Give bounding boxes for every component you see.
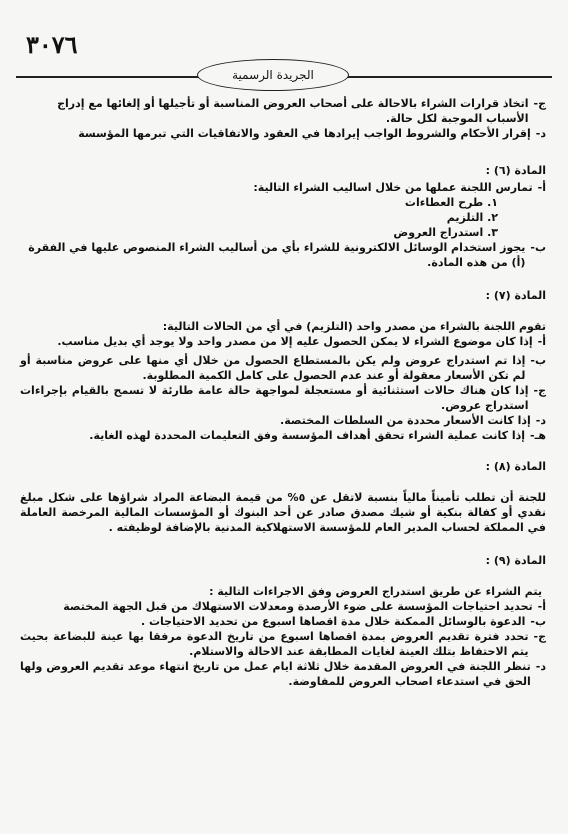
list-item	[20, 599, 546, 614]
item-marker: ب-	[530, 354, 546, 367]
list-item	[20, 413, 546, 428]
article-8-text: للجنة أن تطلب تأميناً مالياً بنسبة لاتقل عن ٥% من قيمة البضاعة المراد شراؤها على شكل مبلغ نقدي أو كفالة بنكية أو شيك مصدق صادر عن أحد البنوك أو المؤسسات المالية المرخصة العاملة في المملكة لحساب المدير العام للمؤسسة الاستهلاكية المدنية بالإضافة لوظيفته .	[20, 491, 546, 534]
method-item: ٢. التلزيم	[446, 211, 498, 224]
article-6-title: المادة (٦) :	[485, 164, 546, 177]
list-item	[20, 126, 546, 141]
item-marker: ج-	[533, 630, 546, 643]
list-item	[20, 659, 546, 689]
list-item	[20, 428, 546, 443]
item-marker: هـ-	[530, 429, 546, 442]
item-text: إذا كان هناك حالات استثنائية أو مستعجلة لمواجهة حالة عامة طارئة لا تسمح بالقيام بإجراءات استدراج عروض.	[20, 384, 529, 412]
item-text: تمارس اللجنة عملها من خلال اساليب الشراء التالية:	[253, 181, 533, 194]
item-marker: أ-	[537, 335, 546, 348]
list-item	[20, 96, 546, 126]
item-text: يجوز استخدام الوسائل الالكترونية للشراء بأي من أساليب الشراء المنصوص عليها في الفقرة (أ) من هذه المادة.	[28, 241, 526, 269]
page-number: ٣٠٧٦	[26, 30, 78, 59]
item-text: إذا تم استدراج عروض ولم يكن بالمستطاع الحصول من خلال أي منها على عروض مناسبة أو لم تكن الأسعار معقولة أو عند عدم الحصول على كامل الكمية المطلوبة.	[20, 354, 526, 382]
item-marker: ب-	[530, 615, 546, 628]
item-text: الدعوة بالوسائل الممكنة خلال مدة اقصاها اسبوع من تحديد الاحتياجات .	[140, 615, 526, 628]
item-marker: أ-	[537, 181, 546, 194]
page-content	[20, 96, 546, 689]
item-marker: ج-	[533, 384, 546, 397]
article-7-intro: تقوم اللجنة بالشراء من مصدر واحد (التلزيم) في أي من الحالات التالية:	[162, 320, 546, 333]
item-marker: د-	[535, 127, 546, 140]
item-text: تنظر اللجنة في العروض المقدمة خلال ثلاثة ايام عمل من تاريخ انتهاء موعد تقديم العروض ولها الحق في استدعاء اصحاب العروض للمفاوضة.	[20, 660, 531, 688]
item-marker: أ-	[537, 600, 546, 613]
article-7-title: المادة (٧) :	[485, 289, 546, 302]
list-item	[20, 180, 546, 195]
article-9-intro: يتم الشراء عن طريق استدراج العروض وفق الاجراءات التالية :	[209, 585, 542, 598]
item-marker: د-	[535, 660, 546, 673]
item-text: اتخاذ قرارات الشراء بالاحالة على أصحاب العروض المناسبة أو تأجيلها أو إلغائها مع إدراج الأسباب الموجبة لكل حالة.	[57, 97, 529, 125]
list-item	[20, 240, 546, 270]
method-item: ١. طرح العطاءات	[404, 196, 498, 209]
list-item	[20, 629, 546, 659]
item-text: إذا كانت عملية الشراء تحقق أهداف المؤسسة وفق التعليمات المحددة لهذه الغاية.	[89, 429, 526, 442]
item-marker: د-	[535, 414, 546, 427]
article-9-title: المادة (٩) :	[485, 554, 546, 567]
item-text: إذا كان موضوع الشراء لا يمكن الحصول عليه إلا من مصدر واحد ولا يوجد أي بديل مناسب.	[57, 335, 533, 348]
item-text: تحديد احتياجات المؤسسة على ضوء الأرصدة ومعدلات الاستهلاك من قبل الجهة المختصة	[63, 600, 533, 613]
list-item	[20, 353, 546, 383]
item-text: إقرار الأحكام والشروط الواجب إيرادها في العقود والاتفاقيات التي تبرمها المؤسسة	[78, 127, 531, 140]
list-item	[20, 334, 546, 349]
publication-name: الجريدة الرسمية	[197, 59, 349, 91]
item-marker: ج-	[533, 97, 546, 110]
list-item	[20, 383, 546, 413]
method-item: ٣. استدراج العروض	[393, 226, 498, 239]
list-item	[20, 614, 546, 629]
continued-clauses	[20, 96, 546, 141]
item-text: إذا كانت الأسعار محددة من السلطات المختصة.	[280, 414, 531, 427]
article-8-title: المادة (٨) :	[485, 460, 546, 473]
item-text: تحدد فترة تقديم العروض بمدة اقصاها اسبوع من تاريخ الدعوة مرفقا بها عينة للبضاعة بحيث يتم الاحتفاظ بتلك العينة لغايات المطابقة عند الاحالة والاستلام.	[20, 630, 529, 658]
item-marker: ب-	[530, 241, 546, 254]
